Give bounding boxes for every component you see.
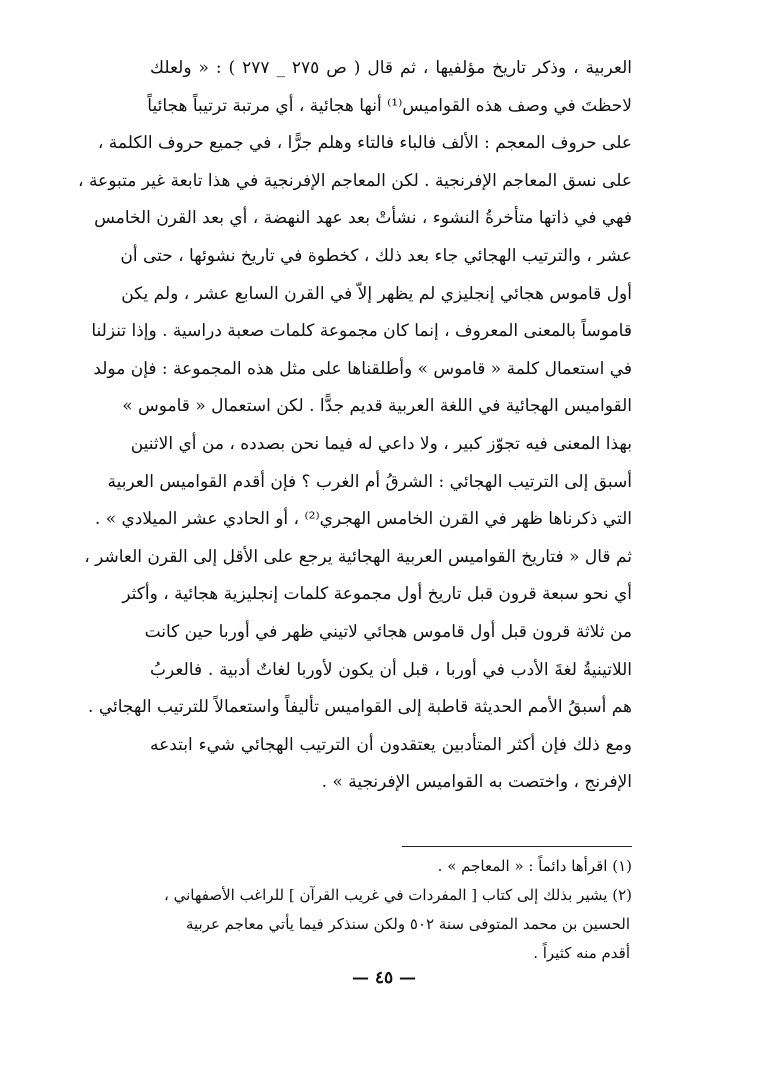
text-line: القواميس الهجائية في اللغة العربية قديم جدًّا . لكن استعمال « قاموس » <box>122 396 632 417</box>
text-line: لاحظتَ في وصف هذه القواميس⁽¹⁾ أنها هجائية ، أي مرتبة ترتيباً هجائياً <box>147 95 632 116</box>
text-line: التي ذكرناها ظهر في القرن الخامس الهجري⁽²⁾ ، أو الحادي عشر الميلادي » . <box>94 509 632 530</box>
text-line: أول قاموس هجائي إنجليزي لم يظهر إلاّ في القرن السابع عشر ، ولم يكن <box>121 283 632 304</box>
text-line: فهي في ذاتها متأخرةُ النشوء ، نشأتْ بعد عهد النهضة ، أي بعد القرن الخامس <box>94 208 632 229</box>
text-line: أي نحو سبعة قرون قبل تاريخ أول مجموعة كلمات إنجليزية هجائية ، وأكثر <box>122 584 632 605</box>
text-line: على نسق المعاجم الإفرنجية . لكن المعاجم الإفرنجية في هذا تابعة غير متبوعة ، <box>78 170 632 191</box>
text-line: ومع ذلك فإن أكثر المتأدبين يعتقدون أن الترتيب الهجائي شيء ابتدعه <box>150 734 632 755</box>
footnote-2-continued: الحسين بن محمد المتوفى سنة ٥٠٢ ولكن سنذكر فيما يأتي معاجم عربية <box>185 915 630 933</box>
text-line: عشر ، والترتيب الهجائي جاء بعد ذلك ، كخطوة في تاريخ نشوئها ، حتى أن <box>120 245 632 266</box>
text-line: في استعمال كلمة « قاموس » وأطلقناها على مثل هذه المجموعة : فإن مولد <box>93 358 632 379</box>
text-line: الإفرنج ، واختصت به القواميس الإفرنجية » . <box>321 772 632 793</box>
text-line: العربية ، وذكر تاريخ مؤلفيها ، ثم قال ( ص ٢٧٥ _ ٢٧٧ ) : « ولعلك <box>150 58 632 78</box>
text-line: اللاتينيةُ لغةَ الأدب في أوربا ، قبل أن يكون لأوربا لغاتٌ أدبية . فالعربُ <box>150 659 632 680</box>
text-line: من ثلاثة قرون قبل أول قاموس هجائي لاتيني ظهر في أوربا حين كانت <box>144 621 632 642</box>
text-line: على حروف المعجم : الألف فالباء فالتاء وهلم جرًّا ، في جميع حروف الكلمة ، <box>97 133 632 154</box>
body-text <box>78 50 632 802</box>
footnote-1: (١) اقرأها دائماً : « المعاجم » . <box>437 857 632 875</box>
footnote-2: (٢) يشير بذلك إلى كتاب [ المفردات في غريب القرآن ] للراغب الأصفهاني ، <box>163 886 632 904</box>
text-line: قاموساً بالمعنى المعروف ، إنما كان مجموعة كلمات صعبة دراسية . وإذا تنزلنا <box>91 321 632 342</box>
text-line: أسبق إلى الترتيب الهجائي : الشرقُ أم الغرب ؟ فإن أقدم القواميس العربية <box>107 471 632 492</box>
text-line: ثم قال « فتاريخ القواميس العربية الهجائية يرجع على الأقل إلى القرن العاشر ، <box>84 546 632 567</box>
text-line: هم أسبقُ الأمم الحديثة قاطبة إلى القواميس تأليفاً واستعمالاً للترتيب الهجائي . <box>88 697 632 718</box>
footnotes <box>150 852 632 968</box>
page-number: — ٤٥ — <box>351 968 417 988</box>
text-line: بهذا المعنى فيه تجوّز كبير ، ولا داعي له فيما نحن بصدده ، من أي الاثنين <box>130 433 632 454</box>
footnote-divider <box>402 846 632 847</box>
footnote-2-continued: أقدم منه كثيراً . <box>533 944 630 962</box>
